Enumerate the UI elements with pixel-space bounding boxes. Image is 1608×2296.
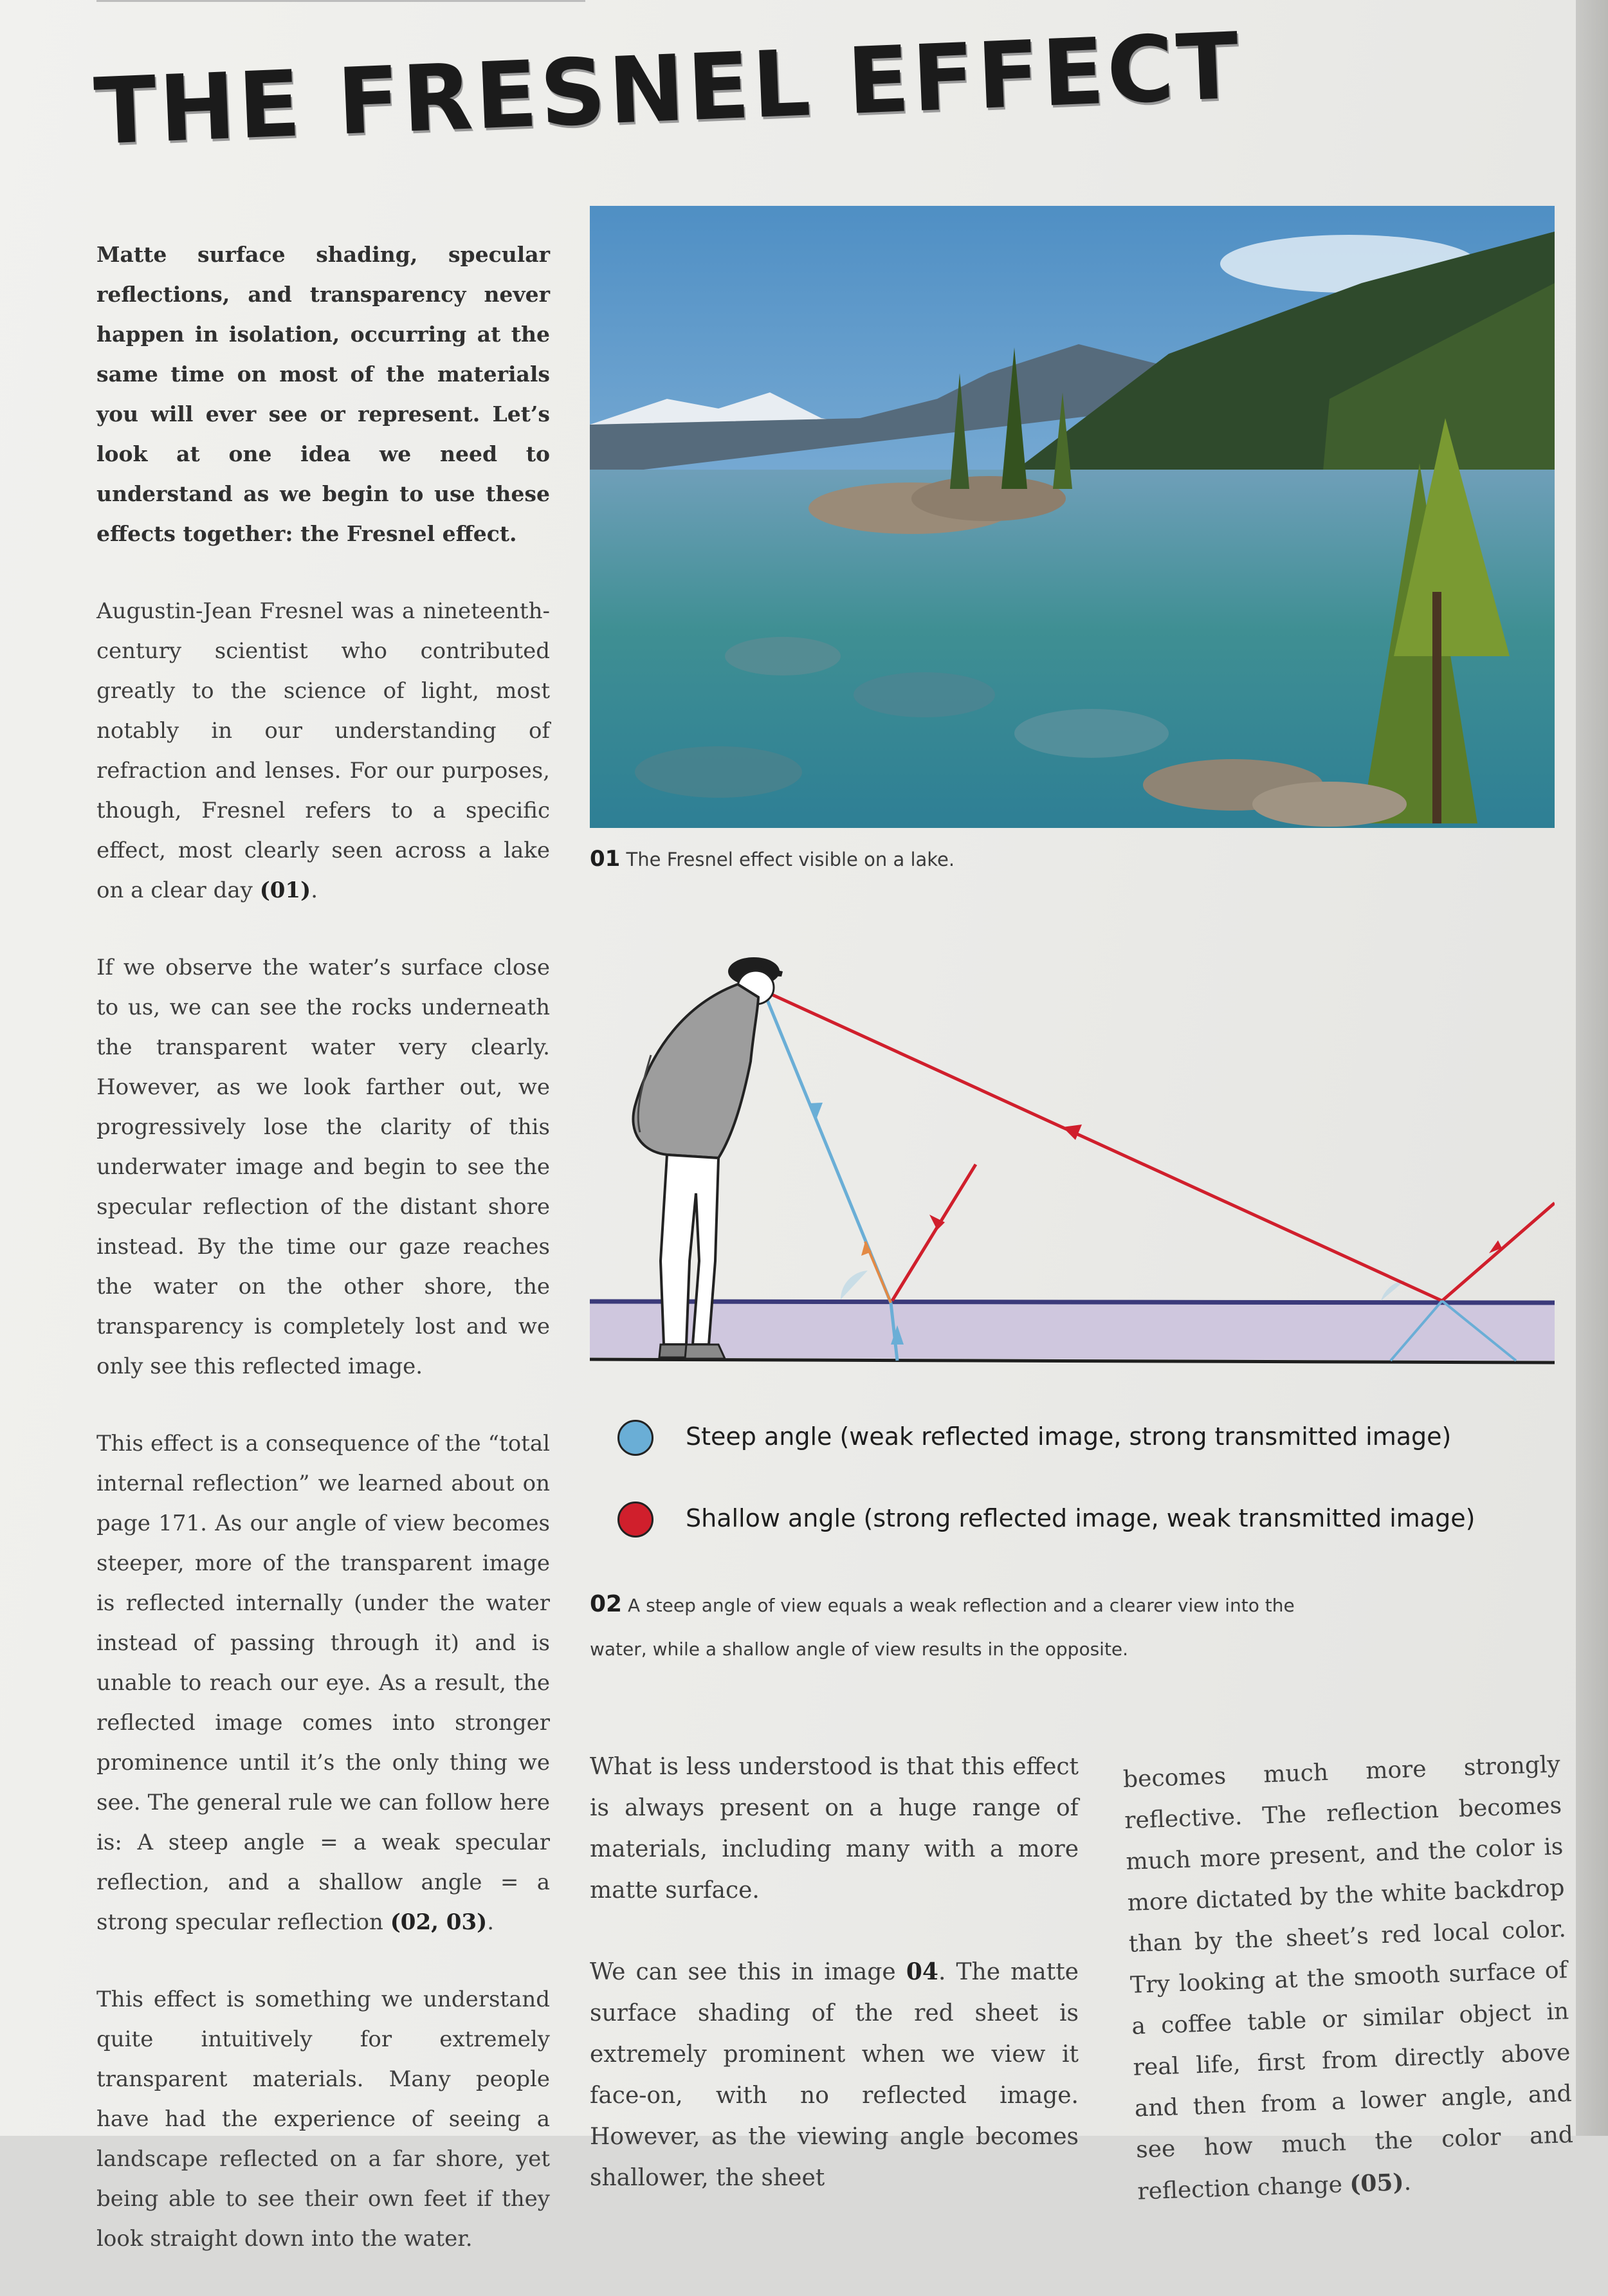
paragraph-red-sheet: We can see this in image 04. The matte surface shading of the red sheet is extremely prominent when we view it face-on, with no reflected image. However, as the viewing angle becomes shallower, the sheet [590,1958,1079,2191]
viewing-angle-diagram [590,901,1555,1377]
figure-ref-05: (05) [1349,2169,1405,2198]
paragraph-matte-surfaces: What is less understood is that this effect is always present on a huge range of materials, including many with a more matte surface. [590,1754,1079,1904]
steep-color-dot [617,1420,653,1456]
figure-ref-02-03: (02, 03) [390,1909,488,1935]
steep-angle-arc [841,1271,868,1300]
person-figure [633,957,783,1359]
paragraph-observation: If we observe the water’s surface close to us, we can see the rocks underneath the transparent water very clearly. However, as we look farther out, we progressively lose the clarity of this underwater image and begin to see the specular reflection of the distant shore instead. By the time our gaze reaches the water on the other shore, the transparency is completely lost and we only see this reflected image. [96,955,550,1379]
lake-landscape-image [590,206,1555,828]
fresnel-diagram [590,901,1555,1377]
incoming-reflection-ray [892,1164,976,1301]
page-edge [1576,0,1608,2136]
shallow-color-dot [617,1502,653,1538]
middle-column [590,1747,1079,2239]
paragraph-intuition: This effect is something we understand quite intuitively for extremely transparent materials. Many people have had the experience of seeing a landscape reflected on a far shore, yet being able to see their own feet if they look straight down into the water. [96,1987,550,2252]
legend-label-shallow: Shallow angle (strong reflected image, weak transmitted image) [686,1504,1476,1532]
figure-02-caption: 02 A steep angle of view equals a weak reflection and a clearer view into the water, while a shallow angle of view results in the opposite. [590,1591,1295,1660]
water-surface-line [590,1301,1555,1303]
left-column [96,235,550,2296]
figure-ref-04: 04 [906,1958,938,1985]
paragraph-reflective: becomes much more strongly reflective. The reflection becomes much more present, and the color is more dictated by the white backdrop than by the sheet’s red local color. Try looking at the smooth surface of a coffee table or similar object in real life, first from directly above and then from a lower angle, and see how much the color and reflection change (05). [1122,1751,1574,2205]
shallow-ray [763,991,1442,1301]
paragraph-total-internal-reflection: This effect is a consequence of the “total internal reflection” we learned about on page 171. As our angle of view becomes steeper, more of the transparent image is reflected internally (under the water instead of passing through it) and is unable to reach our eye. As a result, the reflected image comes into stronger prominence until it’s the only thing we see. The general rule we can follow here is: A steep angle = a weak specular reflection, and a shallow angle = a strong specular reflection (02, 03). [96,1431,550,1935]
figure-number: 02 [590,1591,623,1617]
legend-label-steep: Steep angle (weak reflected image, strong transmitted image) [686,1422,1452,1451]
figure-ref-01: (01) [259,877,311,903]
lake-photo [590,206,1555,828]
figure-01-caption: 01 The Fresnel effect visible on a lake. [590,846,955,872]
right-column [1122,1744,1576,2252]
water-body [590,1303,1555,1361]
intro-paragraph: Matte surface shading, specular reflections, and transparency never happen in isolation, occurring at the same time on most of the materials you will ever see or represent. Let’s look at one idea we need to understand as we begin to use these effects together: the Fresnel effect. [96,242,550,546]
page-title: THE FRESNEL EFFECT [92,13,1244,165]
paragraph-fresnel-history: Augustin-Jean Fresnel was a nineteenth-century scientist who contributed greatly to the science of light, most notably in our understanding of refraction and lenses. For our purposes, though, Fresnel refers to a specific effect, most clearly seen across a lake on a clear day (01). [96,598,550,903]
figure-number: 01 [590,846,621,872]
shallow-arrow [1063,1125,1082,1140]
shallow-reflected-ray [1442,1203,1555,1301]
top-rule [96,0,585,2]
